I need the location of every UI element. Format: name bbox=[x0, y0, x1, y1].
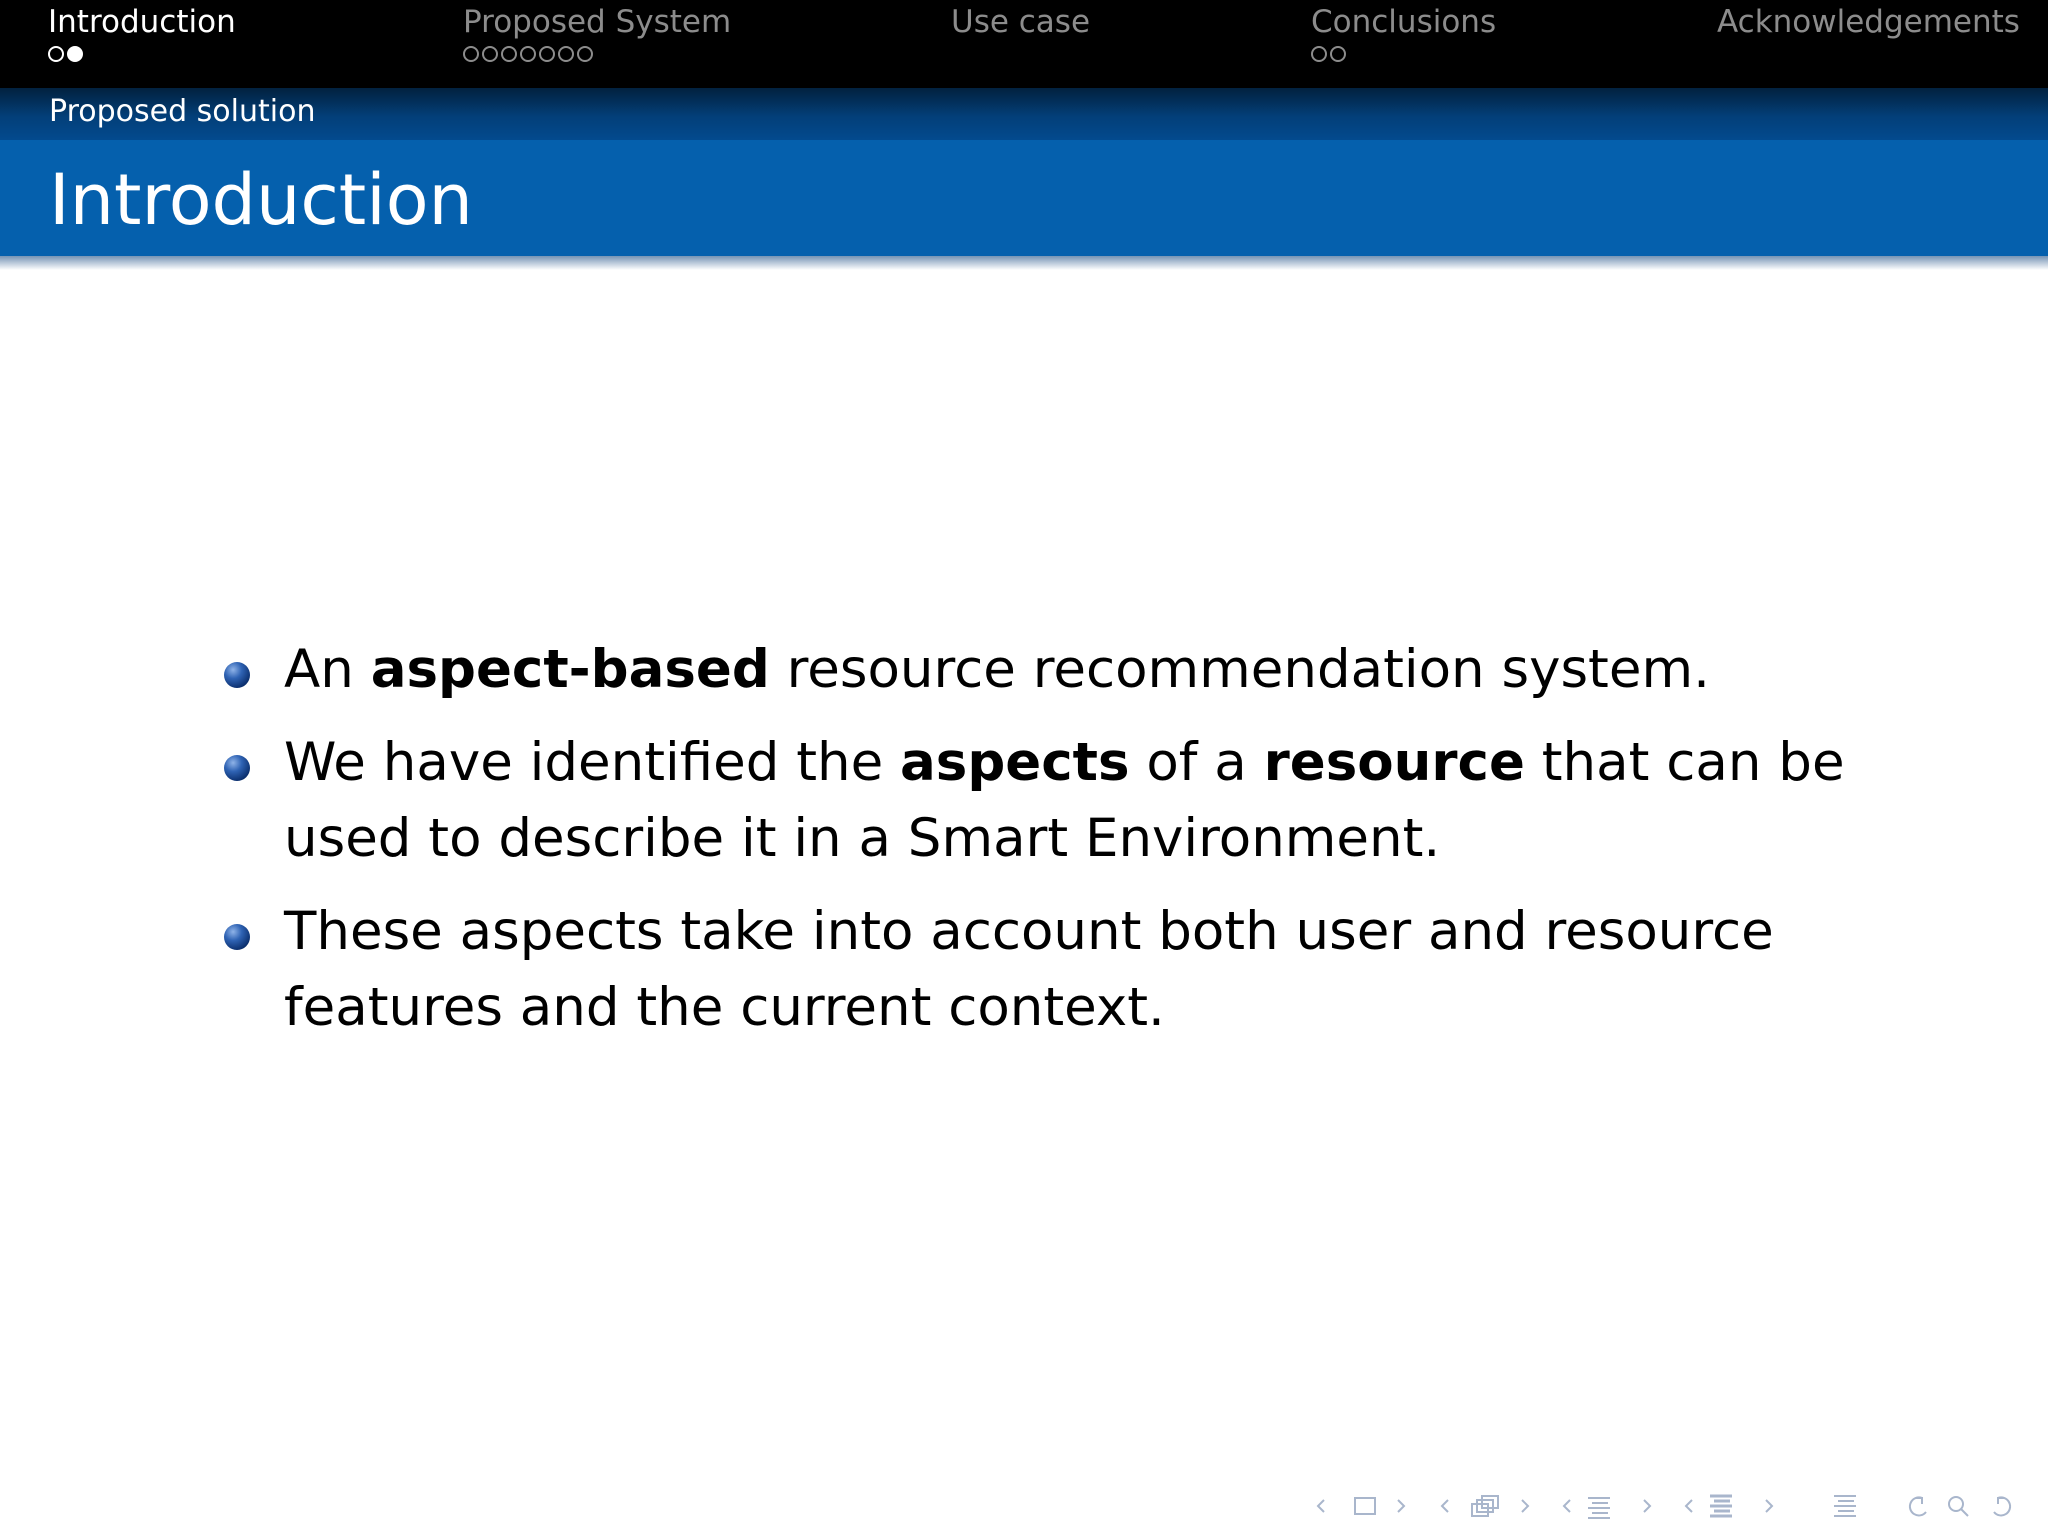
slide-content bbox=[220, 632, 1860, 1063]
ball-bullet-icon bbox=[224, 924, 250, 950]
frame-dot-icon[interactable] bbox=[48, 46, 64, 62]
nav-section-title: Acknowledgements bbox=[1717, 4, 2020, 40]
frame-dot-icon[interactable] bbox=[539, 46, 555, 62]
nav-section-dots bbox=[1311, 46, 1496, 66]
navigation-symbols-svg bbox=[1310, 1490, 2030, 1522]
text-run: We have identified the bbox=[284, 732, 901, 793]
bold-term: resource bbox=[1263, 732, 1525, 793]
subsection-title[interactable]: Proposed solution bbox=[49, 94, 316, 129]
nav-section-dots bbox=[48, 46, 236, 66]
frame-dot-icon[interactable] bbox=[520, 46, 536, 62]
subsection-bar bbox=[0, 88, 2048, 140]
frame-dot-icon[interactable] bbox=[577, 46, 593, 62]
frame-title: Introduction bbox=[49, 159, 473, 241]
bullet-item bbox=[220, 894, 1860, 1046]
subsection-icon[interactable] bbox=[1564, 1498, 1650, 1518]
text-run: resource recommendation system. bbox=[769, 639, 1710, 700]
nav-section-title: Proposed System bbox=[463, 4, 732, 40]
section-icon[interactable] bbox=[1686, 1496, 1772, 1516]
nav-section-use-case[interactable] bbox=[951, 2, 1090, 66]
frame-dot-icon[interactable] bbox=[1330, 46, 1346, 62]
bullet-text bbox=[284, 901, 1774, 1038]
navigation-symbols bbox=[1310, 1490, 2030, 1522]
bullet-text bbox=[284, 732, 1845, 869]
bold-term: aspect-based bbox=[370, 639, 770, 700]
frame-dot-icon[interactable] bbox=[1311, 46, 1327, 62]
frame-dot-icon[interactable] bbox=[482, 46, 498, 62]
nav-section-introduction[interactable] bbox=[48, 2, 236, 66]
nav-section-dots bbox=[951, 46, 1090, 66]
nav-section-dots bbox=[1717, 46, 2020, 66]
section-navigation-bar bbox=[0, 0, 2048, 88]
title-bar-shadow bbox=[0, 256, 2048, 270]
bullet-item bbox=[220, 632, 1860, 708]
nav-section-proposed-system[interactable] bbox=[463, 2, 731, 66]
nav-section-title: Conclusions bbox=[1311, 4, 1497, 40]
search-icon[interactable] bbox=[1949, 1497, 1968, 1516]
text-run: These aspects take into account both user and resource features and the current context. bbox=[284, 901, 1774, 1038]
frame-title-bar bbox=[0, 140, 2048, 256]
document-icon[interactable] bbox=[1834, 1496, 1856, 1516]
frame-dot-icon[interactable] bbox=[558, 46, 574, 62]
frame-icon[interactable] bbox=[1442, 1496, 1528, 1516]
forward-icon[interactable] bbox=[1994, 1497, 2010, 1515]
bullet-item bbox=[220, 725, 1860, 877]
text-run: that can be used to describe it in a Smart Environment. bbox=[284, 732, 1845, 869]
bold-term: aspects bbox=[900, 732, 1130, 793]
nav-section-title: Use case bbox=[951, 4, 1091, 40]
bullet-text bbox=[284, 639, 1710, 700]
text-run: of a bbox=[1129, 732, 1264, 793]
nav-section-conclusions[interactable] bbox=[1311, 2, 1496, 66]
text-run: An bbox=[284, 639, 371, 700]
ball-bullet-icon bbox=[224, 755, 250, 781]
frame-dot-icon[interactable] bbox=[67, 46, 83, 62]
frame-dot-icon[interactable] bbox=[463, 46, 479, 62]
slide-icon[interactable] bbox=[1318, 1498, 1404, 1514]
frame-dot-icon[interactable] bbox=[501, 46, 517, 62]
nav-section-title: Introduction bbox=[48, 4, 236, 40]
ball-bullet-icon bbox=[224, 662, 250, 688]
nav-section-dots bbox=[463, 46, 731, 66]
back-icon[interactable] bbox=[1910, 1497, 1926, 1515]
nav-section-acknowledgements[interactable] bbox=[1717, 2, 2020, 66]
